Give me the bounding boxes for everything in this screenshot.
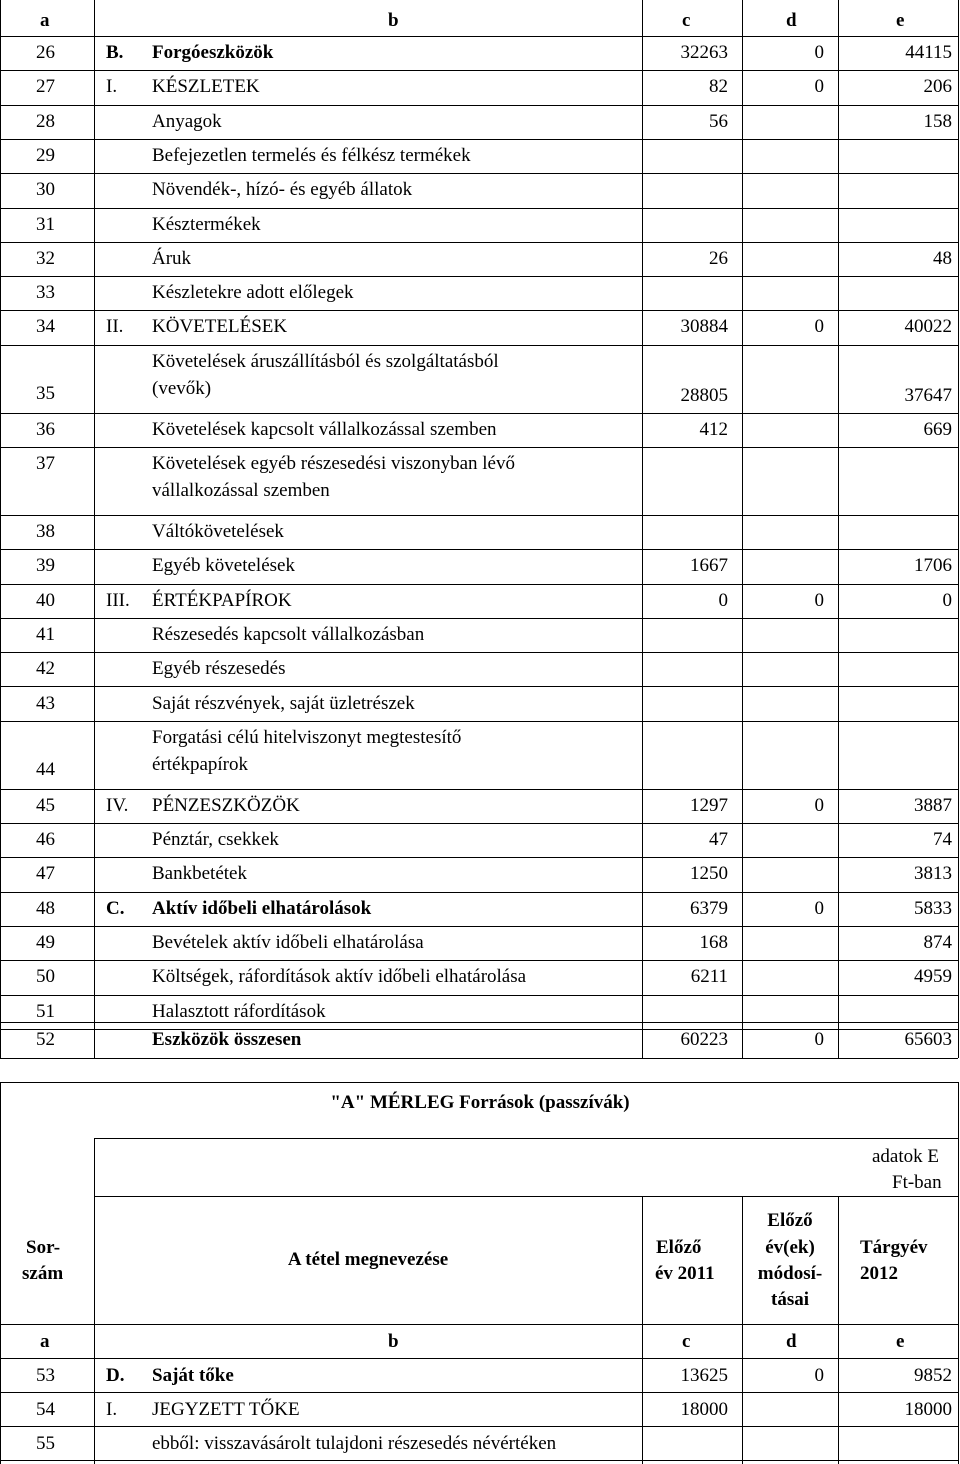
value-c: 1250 [690,863,728,885]
value-e: 206 [923,76,952,98]
total-row-number: 52 [36,1029,55,1050]
row-divider [0,857,958,858]
column-divider [838,0,839,1029]
col-letter-e: e [896,1331,905,1352]
row-label: Aktív időbeli elhatárolások [152,897,372,919]
row-divider [0,1358,958,1359]
value-c: 6379 [690,897,728,919]
value-c: 56 [709,110,728,132]
value-e: 669 [923,418,952,440]
value-c: 30884 [680,316,728,338]
row-label: PÉNZESZKÖZÖK [152,794,300,816]
row-divider [0,584,958,585]
row-divider [0,310,958,311]
row-divider [0,1058,958,1059]
row-divider [0,995,958,996]
row-label: Követelések egyéb részesedési viszonyban lévő [152,453,515,474]
row-label: Részesedés kapcsolt vállalkozásban [152,623,425,645]
value-c: 47 [709,829,728,851]
value-e: 874 [923,932,952,953]
value-e: 18000 [904,1399,952,1420]
col-header-name: A tétel megnevezése [287,1249,449,1270]
row-label: ÉRTÉKPAPÍROK [152,589,292,611]
value-c: 1297 [690,794,728,816]
column-divider [642,0,643,1029]
row-divider [94,1196,958,1197]
row-label: Késztermékek [152,213,261,235]
col-header-d: tásai [771,1289,809,1310]
value-e: 3813 [914,863,952,885]
row-number: 29 [36,144,55,166]
row-divider [0,413,958,414]
row-number: 30 [36,179,55,201]
col-header-d: d [786,10,797,31]
value-e: 37647 [904,384,952,406]
row-label: KÉSZLETEK [152,76,260,98]
row-code: C. [106,897,125,919]
value-c: 18000 [680,1399,728,1420]
col-header-e: 2012 [860,1263,898,1284]
row-number: 27 [36,76,55,98]
value-d: 0 [814,589,824,611]
col-letter-a: a [40,1331,50,1352]
row-divider [0,686,958,687]
row-divider [0,652,958,653]
row-number: 44 [36,758,55,780]
row-number: 37 [36,453,55,474]
row-label: Forgatási célú hitelviszonyt megtestesítő [152,726,462,748]
value-e: 158 [923,110,952,132]
column-divider [94,1022,95,1058]
row-number: 40 [36,589,55,611]
total-value-e: 65603 [904,1029,952,1050]
col-header-c: év 2011 [655,1263,715,1284]
value-c: 412 [699,418,728,440]
row-number: 31 [36,213,55,235]
column-divider [94,0,95,1029]
col-header-a: a [40,10,50,31]
row-number: 48 [36,897,55,919]
row-label: Egyéb részesedés [152,658,286,680]
total-value-c: 60223 [680,1029,728,1050]
row-label: Követelések áruszállításból és szolgáltatásból [152,350,499,372]
row-code: I. [106,1399,118,1420]
column-divider [742,1196,743,1464]
row-number: 51 [36,1000,55,1022]
row-divider [0,36,958,37]
row-code: IV. [106,794,129,816]
column-divider [0,1082,1,1464]
row-divider [0,70,958,71]
row-divider [0,1324,958,1325]
row-label: KÖVETELÉSEK [152,316,288,338]
row-divider [0,960,958,961]
value-e: 9852 [914,1365,952,1386]
row-divider [0,926,958,927]
row-divider [0,789,958,790]
row-label: Készletekre adott előlegek [152,282,354,304]
unit-label: adatok E [872,1146,940,1167]
col-header-d: Előző [767,1210,813,1231]
row-divider [0,105,958,106]
row-label: Halasztott ráfordítások [152,1000,326,1022]
row-number: 26 [36,42,55,63]
value-e: 74 [933,829,952,851]
column-divider [642,1196,643,1464]
row-label-cont: vállalkozással szemben [152,480,330,501]
col-letter-b: b [388,1331,399,1352]
row-label: Áruk [152,247,192,269]
row-divider [0,276,958,277]
col-header-e: Tárgyév [860,1237,928,1258]
row-number: 34 [36,316,55,338]
row-divider [0,823,958,824]
row-divider [0,1022,958,1023]
row-number: 53 [36,1365,55,1386]
column-divider [958,0,959,1029]
value-c: 28805 [680,384,728,406]
col-header-b: b [388,10,399,31]
row-label-cont: (vevők) [152,377,212,399]
row-label-cont: értékpapírok [152,753,249,775]
value-e: 5833 [914,897,952,919]
row-number: 28 [36,110,55,132]
value-d: 0 [814,316,824,338]
row-divider [0,208,958,209]
row-label: Bankbetétek [152,863,247,885]
total-value-d: 0 [814,1029,824,1050]
value-d: 0 [814,1365,824,1386]
row-number: 35 [36,382,55,404]
row-number: 45 [36,794,55,816]
row-code: II. [106,316,124,338]
row-number: 55 [36,1433,55,1454]
row-label: Forgóeszközök [152,42,274,63]
row-number: 42 [36,658,55,680]
row-divider [0,1460,958,1461]
col-header-d: év(ek) [765,1237,815,1258]
row-divider [94,1138,958,1139]
row-label: Saját részvények, saját üzletrészek [152,692,415,714]
value-e: 44115 [905,42,952,63]
row-label: Pénztár, csekkek [152,829,279,851]
row-label: Anyagok [152,110,222,132]
value-e: 1706 [914,555,952,577]
row-label: JEGYZETT TŐKE [152,1399,300,1420]
row-label: Váltókövetelések [152,521,284,542]
row-number: 47 [36,863,55,885]
value-c: 82 [709,76,728,98]
row-divider [0,892,958,893]
row-number: 43 [36,692,55,714]
row-label: Befejezetlen termelés és félkész termékek [152,144,471,166]
value-c: 26 [709,247,728,269]
row-label: Növendék-, hízó- és egyéb állatok [152,179,413,201]
row-label: Költségek, ráfordítások aktív időbeli elhatárolása [152,966,527,988]
column-divider [94,1138,95,1464]
column-divider [0,1022,1,1058]
value-e: 48 [933,247,952,269]
col-header-sorszam: Sor- [26,1237,61,1258]
row-divider [0,139,958,140]
row-number: 41 [36,623,55,645]
row-divider [0,173,958,174]
total-row-label: Eszközök összesen [152,1029,302,1050]
row-code: I. [106,76,118,98]
row-divider [0,1426,958,1427]
value-c: 1667 [690,555,728,577]
row-label: Egyéb követelések [152,555,295,577]
row-divider [0,618,958,619]
value-d: 0 [814,794,824,816]
row-number: 36 [36,418,55,440]
col-header-e: e [896,10,905,31]
row-divider [0,515,958,516]
unit-label: Ft-ban [892,1172,942,1193]
row-label: Saját tőke [152,1365,234,1386]
col-letter-c: c [682,1331,691,1352]
column-divider [958,1022,959,1058]
row-divider [0,1392,958,1393]
col-header-d: módosí- [757,1263,823,1284]
row-divider [0,1082,958,1083]
row-divider [0,549,958,550]
row-number: 54 [36,1399,55,1420]
col-header-c: c [682,10,691,31]
row-number: 49 [36,932,55,953]
row-divider [0,721,958,722]
value-c: 6211 [690,966,728,988]
value-c: 0 [718,589,728,611]
col-header-sorszam: szám [22,1263,64,1284]
row-divider [0,242,958,243]
column-divider [958,1082,959,1464]
row-code: III. [106,589,130,611]
value-c: 32263 [680,42,728,63]
row-label: ebből: visszavásárolt tulajdoni részesedés névértéken [152,1433,557,1454]
value-c: 168 [699,932,728,953]
value-d: 0 [814,42,824,63]
row-code: B. [106,42,124,63]
value-e: 3887 [914,794,952,816]
value-e: 4959 [914,966,952,988]
column-divider [0,0,1,1029]
col-letter-d: d [786,1331,797,1352]
row-label: Bevételek aktív időbeli elhatárolása [152,932,424,953]
value-c: 13625 [680,1365,728,1386]
section-title: "A" MÉRLEG Források (passzívák) [330,1092,630,1113]
row-label: Követelések kapcsolt vállalkozással szemben [152,418,497,440]
row-code: D. [106,1365,125,1386]
value-e: 0 [942,589,952,611]
row-number: 33 [36,282,55,304]
value-d: 0 [814,897,824,919]
col-header-c: Előző [656,1237,702,1258]
row-divider [0,447,958,448]
row-number: 32 [36,247,55,269]
row-divider [0,345,958,346]
value-d: 0 [814,76,824,98]
row-number: 39 [36,555,55,577]
row-number: 50 [36,966,55,988]
column-divider [838,1196,839,1464]
column-divider [742,0,743,1029]
value-e: 40022 [904,316,952,338]
row-number: 46 [36,829,55,851]
row-number: 38 [36,521,55,542]
